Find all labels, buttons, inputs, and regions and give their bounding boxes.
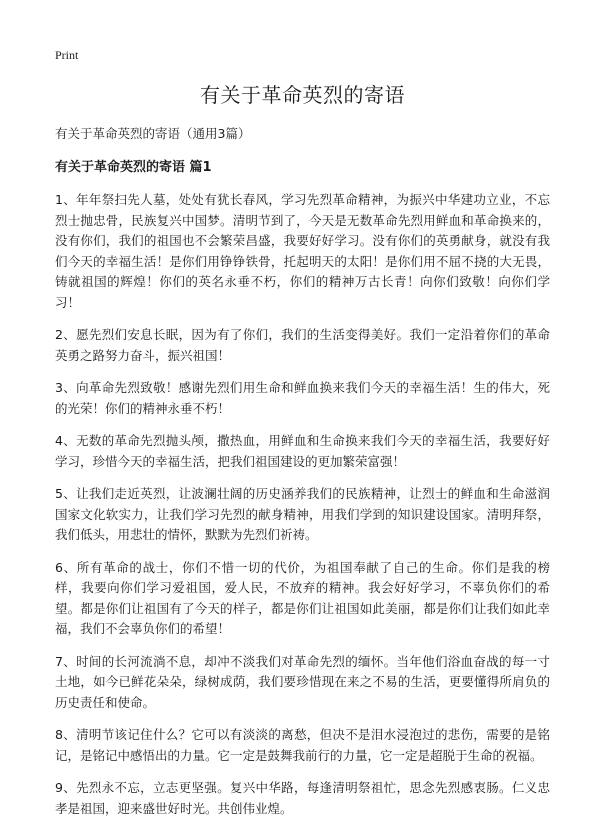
document-subtitle: 有关于革命英烈的寄语（通用3篇） <box>55 126 251 141</box>
document-title: 有关于革命英烈的寄语 <box>200 83 405 107</box>
paragraph-3: 3、向革命先烈致敬！感谢先烈们用生命和鲜血换来我们今天的幸福生活！生的伟大，死的光荣！你们的精神永垂不朽！ <box>55 380 550 416</box>
paragraph-1: 1、年年祭扫先人墓，处处有犹长春风，学习先烈革命精神，为振兴中华建功立业，不忘烈士抛忠骨，民族复兴中国梦。清明节到了，今天是无数革命先烈用鲜血和革命换来的，没有你们，我们的祖国也不会繁荣昌盛，我要好好学习。没有你们的英勇献身，就没有我们今天的幸福生活！是你们用铮铮铁骨，托起明天的太阳！是你们用不屈不挠的大无畏，铸就祖国的辉煌！你们的英名永垂不朽，你们的精神万古长青！向你们致敬！向你们学习！ <box>55 192 550 310</box>
paragraph-5: 5、让我们走近英烈，让波澜壮阔的历史涵养我们的民族精神，让烈士的鲜血和生命滋润国家文化软实力，让我们学习先烈的献身精神，用我们学到的知识建设国家。清明拜祭，我们低头，用悲壮的情怀，默默为先烈们祈祷。 <box>55 486 550 542</box>
paragraph-9: 9、先烈永不忘，立志更坚强。复兴中华路，每逢清明祭祖忙，思念先烈感衷肠。仁义忠孝是祖国，迎来盛世好时光。共创伟业煌。 <box>55 780 550 816</box>
paragraph-6: 6、所有革命的战士，你们不惜一切的代价，为祖国奉献了自己的生命。你们是我的榜样，我要向你们学习爱祖国，爱人民，不放弃的精神。我会好好学习，不辜负你们的希望。都是你们让祖国有了今天的样子，都是你们让祖国如此美丽，都是你们让我们如此幸福，我们不会辜负你们的希望！ <box>55 559 550 636</box>
paragraph-2: 2、愿先烈们安息长眠，因为有了你们，我们的生活变得美好。我们一定沿着你们的革命英勇之路努力奋斗，振兴祖国！ <box>55 327 550 363</box>
paragraph-8: 8、清明节该记住什么？它可以有淡淡的离愁，但决不是泪水浸泡过的悲伤，需要的是铭记，是铭记中感悟出的力量。它一定是鼓舞我前行的力量，它一定是超脱于生命的祝福。 <box>55 727 550 763</box>
paragraph-7: 7、时间的长河流淌不息，却冲不淡我们对革命先烈的缅怀。当年他们浴血奋战的每一寸土地，如今已鲜花朵朵，绿树成荫，我们要珍惜现在来之不易的生活，更要懂得所肩负的历史责任和使命。 <box>55 653 550 710</box>
section-heading: 有关于革命英烈的寄语 篇1 <box>55 160 212 175</box>
paragraph-4: 4、无数的革命先烈抛头颅，撒热血，用鲜血和生命换来我们今天的幸福生活，我要好好学习，珍惜今天的幸福生活，把我们祖国建设的更加繁荣富强！ <box>55 433 550 469</box>
print-link[interactable]: Print <box>55 48 79 62</box>
